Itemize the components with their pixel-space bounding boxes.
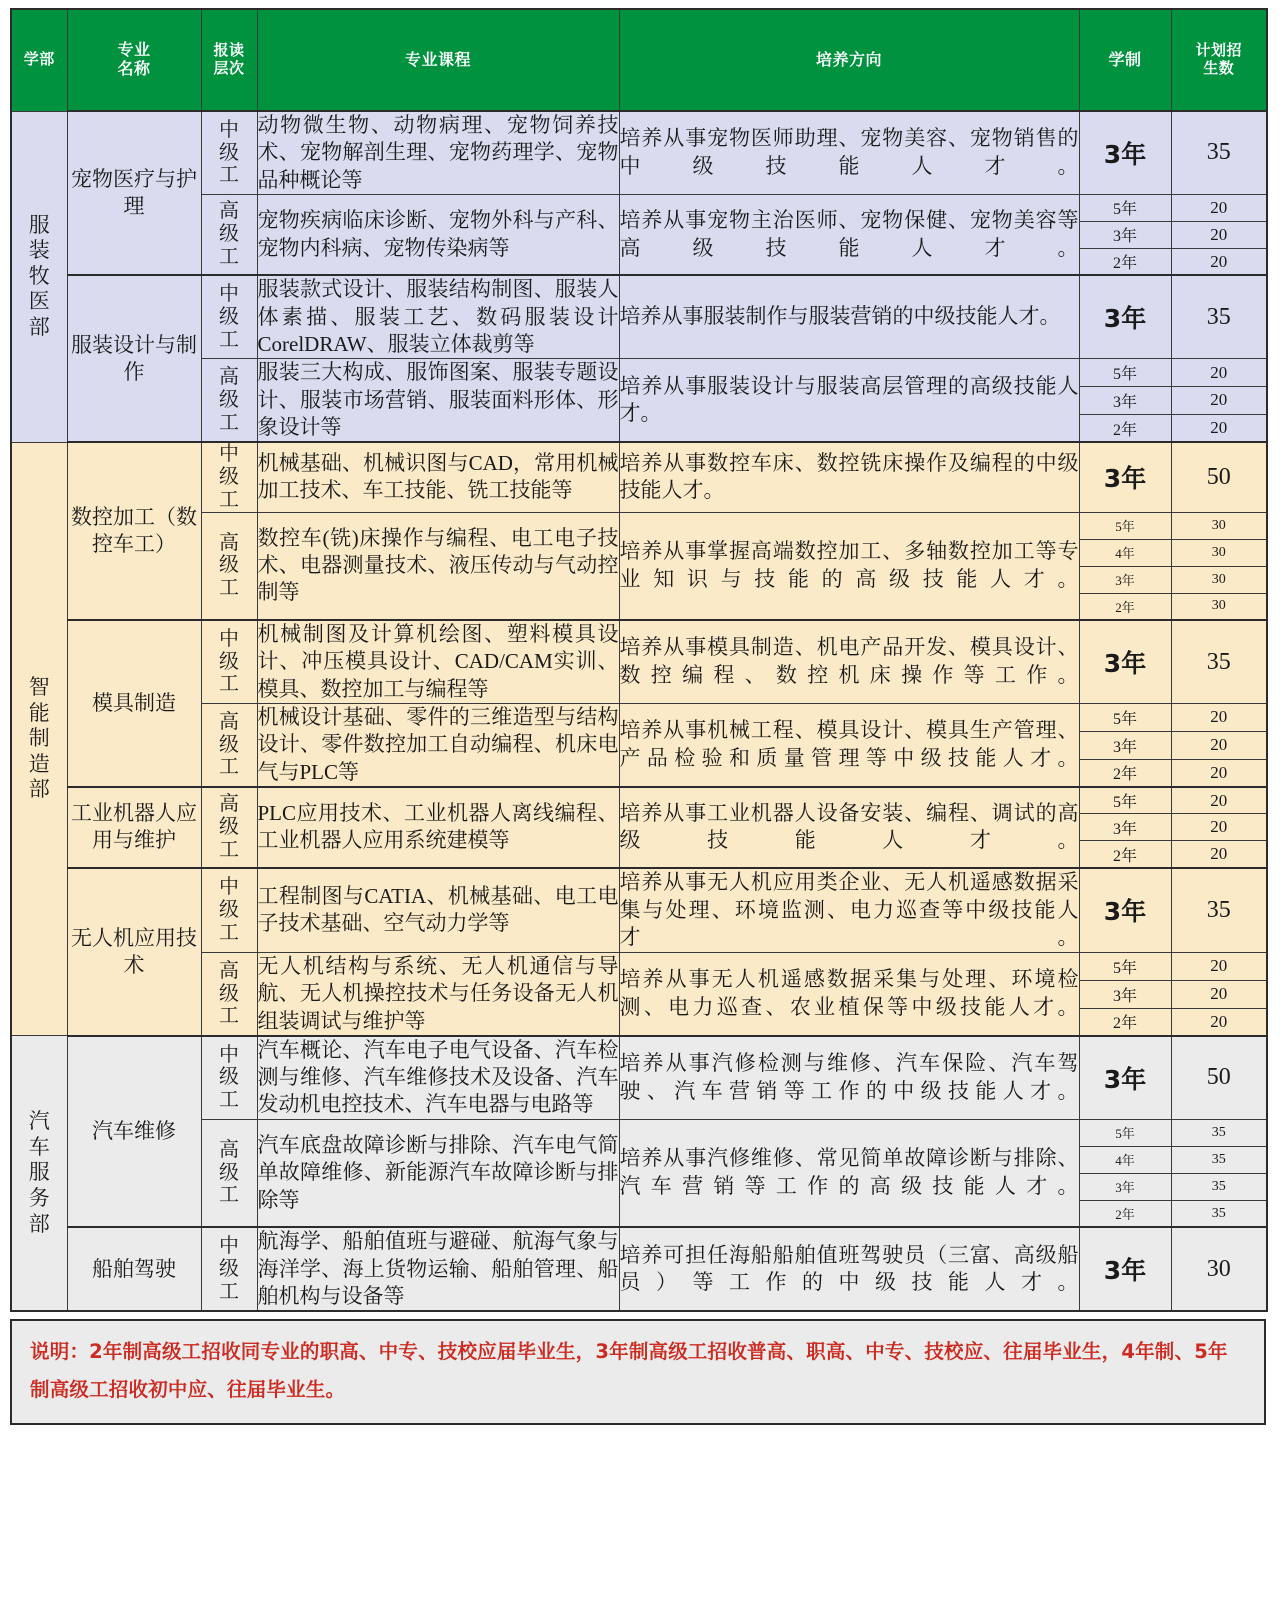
department-cell: 汽 车 服 务 部: [11, 1036, 67, 1311]
direction-cell: 培养可担任海船船舶值班驾驶员（三富、高级船员）等工作的中级技能人才。: [619, 1227, 1079, 1311]
years-cell: 4年: [1079, 1146, 1171, 1173]
table-row: [11, 275, 1267, 358]
years-cell: 5年: [1079, 512, 1171, 539]
direction-cell: 培养从事无人机应用类企业、无人机遥感数据采集与处理、环境监测、电力巡查等中级技能人才。: [619, 868, 1079, 953]
quota-cell: 20: [1171, 953, 1267, 981]
quota-cell: 35: [1171, 1146, 1267, 1173]
direction-cell: 培养从事模具制造、机电产品开发、模具设计、数控编程、数控机床操作等工作。: [619, 620, 1079, 703]
course-cell: 机械设计基础、零件的三维造型与结构设计、零件数控加工自动编程、机床电气与PLC等: [257, 703, 619, 786]
years-cell: 3年: [1079, 275, 1171, 358]
direction-cell: 培养从事服装制作与服装营销的中级技能人才。: [619, 275, 1079, 358]
header-quota-line1: 计划招: [1195, 41, 1242, 60]
direction-cell: 培养从事工业机器人设备安装、编程、调试的高级技能人才。: [619, 787, 1079, 868]
quota-cell: 20: [1171, 221, 1267, 248]
years-cell: 5年: [1079, 703, 1171, 731]
course-cell: 汽车底盘故障诊断与排除、汽车电气简单故障维修、新能源汽车故障诊断与排除等: [257, 1119, 619, 1227]
years-cell: 2年: [1079, 759, 1171, 787]
years-cell: 2年: [1079, 414, 1171, 442]
direction-cell: 培养从事服装设计与服装高层管理的高级技能人才。: [619, 359, 1079, 442]
major-cell: 工业机器人应用与维护: [67, 787, 201, 868]
major-cell: 汽车维修: [67, 1036, 201, 1227]
quota-cell: 35: [1171, 111, 1267, 194]
quota-cell: 35: [1171, 275, 1267, 358]
quota-cell: 35: [1171, 1119, 1267, 1146]
quota-cell: 35: [1171, 868, 1267, 953]
level-cell: 高 级 工: [201, 703, 257, 786]
years-cell: 3年: [1079, 868, 1171, 953]
years-cell: 2年: [1079, 248, 1171, 275]
direction-cell: 培养从事数控车床、数控铣床操作及编程的中级技能人才。: [619, 442, 1079, 512]
years-cell: 3年: [1079, 387, 1171, 415]
header-major: [67, 9, 201, 111]
years-cell: 3年: [1079, 1227, 1171, 1311]
years-cell: 3年: [1079, 566, 1171, 593]
level-cell: 高 级 工: [201, 1119, 257, 1227]
level-cell: 高 级 工: [201, 194, 257, 275]
years-cell: 3年: [1079, 221, 1171, 248]
quota-cell: 20: [1171, 980, 1267, 1008]
table-row: [11, 1036, 1267, 1119]
quota-cell: 20: [1171, 387, 1267, 415]
level-cell: 高 级 工: [201, 953, 257, 1036]
header-level: [201, 9, 257, 111]
course-cell: 服装三大构成、服饰图案、服装专题设计、服装市场营销、服装面料形体、形象设计等: [257, 359, 619, 442]
course-cell: 动物微生物、动物病理、宠物饲养技术、宠物解剖生理、宠物药理学、宠物品种概论等: [257, 111, 619, 194]
level-cell: 高 级 工: [201, 359, 257, 442]
course-cell: 机械基础、机械识图与CAD，常用机械加工技术、车工技能、铣工技能等: [257, 442, 619, 512]
years-cell: 2年: [1079, 593, 1171, 620]
level-cell: 中 级 工: [201, 442, 257, 512]
years-cell: 5年: [1079, 359, 1171, 387]
course-cell: PLC应用技术、工业机器人离线编程、工业机器人应用系统建模等: [257, 787, 619, 868]
level-cell: 中 级 工: [201, 1036, 257, 1119]
years-cell: 3年: [1079, 814, 1171, 841]
header-major-line2: 名称: [117, 59, 151, 78]
header-level-line1: 报读: [213, 41, 245, 60]
level-cell: 中 级 工: [201, 111, 257, 194]
quota-cell: 30: [1171, 512, 1267, 539]
years-cell: 2年: [1079, 841, 1171, 868]
quota-cell: 20: [1171, 194, 1267, 221]
header-department: 学部: [11, 9, 67, 111]
major-cell: 无人机应用技术: [67, 868, 201, 1036]
level-cell: 中 级 工: [201, 868, 257, 953]
course-cell: 服装款式设计、服装结构制图、服装人体素描、服装工艺、数码服装设计CorelDRAW、服装立体裁剪等: [257, 275, 619, 358]
major-cell: 船舶驾驶: [67, 1227, 201, 1311]
quota-cell: 20: [1171, 703, 1267, 731]
quota-cell: 20: [1171, 359, 1267, 387]
table-row: [11, 111, 1267, 194]
years-cell: 4年: [1079, 539, 1171, 566]
direction-cell: 培养从事掌握高端数控加工、多轴数控加工等专业知识与技能的高级技能人才。: [619, 512, 1079, 620]
years-cell: 5年: [1079, 194, 1171, 221]
table-body: [11, 111, 1267, 1311]
years-cell: 3年: [1079, 620, 1171, 703]
direction-cell: 培养从事汽修维修、常见简单故障诊断与排除、汽车营销等工作的高级技能人才。: [619, 1119, 1079, 1227]
quota-cell: 30: [1171, 539, 1267, 566]
header-level-line2: 层次: [213, 59, 245, 77]
years-cell: 3年: [1079, 731, 1171, 759]
years-cell: 3年: [1079, 111, 1171, 194]
quota-cell: 30: [1171, 1227, 1267, 1311]
course-cell: 机械制图及计算机绘图、塑料模具设计、冲压模具设计、CAD/CAM实训、模具、数控加工与编程等: [257, 620, 619, 703]
level-cell: 高 级 工: [201, 512, 257, 620]
course-cell: 航海学、船舶值班与避碰、航海气象与海洋学、海上货物运输、船舶管理、船舶机构与设备等: [257, 1227, 619, 1311]
footnote: 说明：2年制高级工招收同专业的职高、中专、技校应届毕业生，3年制高级工招收普高、职高、中专、技校应、往届毕业生，4年制、5年制高级工招收初中应、往届毕业生。: [10, 1319, 1266, 1425]
department-cell: 智 能 制 造 部: [11, 442, 67, 1036]
table-header: [11, 9, 1267, 111]
course-cell: 宠物疾病临床诊断、宠物外科与产科、宠物内科病、宠物传染病等: [257, 194, 619, 275]
level-cell: 高 级 工: [201, 787, 257, 868]
quota-cell: 35: [1171, 1173, 1267, 1200]
quota-cell: 50: [1171, 1036, 1267, 1119]
quota-cell: 20: [1171, 1008, 1267, 1036]
major-cell: 数控加工（数控车工）: [67, 442, 201, 620]
years-cell: 2年: [1079, 1200, 1171, 1227]
direction-cell: 培养从事汽修检测与维修、汽车保险、汽车驾驶、汽车营销等工作的中级技能人才。: [619, 1036, 1079, 1119]
major-cell: 宠物医疗与护理: [67, 111, 201, 275]
quota-cell: 50: [1171, 442, 1267, 512]
quota-cell: 20: [1171, 731, 1267, 759]
years-cell: 5年: [1079, 787, 1171, 814]
years-cell: 3年: [1079, 1036, 1171, 1119]
course-cell: 数控车(铣)床操作与编程、电工电子技术、电器测量技术、液压传动与气动控制等: [257, 512, 619, 620]
header-quota-line2: 生数: [1203, 59, 1235, 77]
major-cell: 服装设计与制作: [67, 275, 201, 442]
quota-cell: 20: [1171, 787, 1267, 814]
program-table: [10, 8, 1268, 1312]
quota-cell: 20: [1171, 841, 1267, 868]
table-row: [11, 442, 1267, 512]
quota-cell: 20: [1171, 414, 1267, 442]
major-cell: 模具制造: [67, 620, 201, 787]
quota-cell: 20: [1171, 248, 1267, 275]
header-years: 学制: [1079, 9, 1171, 111]
course-cell: 汽车概论、汽车电子电气设备、汽车检测与维修、汽车维修技术及设备、汽车发动机电控技术、汽车电器与电路等: [257, 1036, 619, 1119]
department-cell: 服 装 牧 医 部: [11, 111, 67, 442]
level-cell: 中 级 工: [201, 620, 257, 703]
level-cell: 中 级 工: [201, 275, 257, 358]
years-cell: 5年: [1079, 1119, 1171, 1146]
years-cell: 3年: [1079, 1173, 1171, 1200]
table-row: [11, 868, 1267, 953]
direction-cell: 培养从事宠物医师助理、宠物美容、宠物销售的中级技能人才。: [619, 111, 1079, 194]
level-cell: 中 级 工: [201, 1227, 257, 1311]
quota-cell: 20: [1171, 759, 1267, 787]
header-course: 专业课程: [257, 9, 619, 111]
header-major-line1: 专业: [117, 40, 151, 60]
years-cell: 5年: [1079, 953, 1171, 981]
quota-cell: 30: [1171, 566, 1267, 593]
header-quota: [1171, 9, 1267, 111]
table-row: [11, 620, 1267, 703]
header-direction: 培养方向: [619, 9, 1079, 111]
course-cell: 无人机结构与系统、无人机通信与导航、无人机操控技术与任务设备无人机组装调试与维护等: [257, 953, 619, 1036]
table-row: [11, 1227, 1267, 1311]
years-cell: 3年: [1079, 980, 1171, 1008]
quota-cell: 35: [1171, 1200, 1267, 1227]
quota-cell: 30: [1171, 593, 1267, 620]
quota-cell: 20: [1171, 814, 1267, 841]
direction-cell: 培养从事机械工程、模具设计、模具生产管理、产品检验和质量管理等中级技能人才。: [619, 703, 1079, 786]
course-cell: 工程制图与CATIA、机械基础、电工电子技术基础、空气动力学等: [257, 868, 619, 953]
direction-cell: 培养从事无人机遥感数据采集与处理、环境检测、电力巡查、农业植保等中级技能人才。: [619, 953, 1079, 1036]
years-cell: 3年: [1079, 442, 1171, 512]
table-row: [11, 787, 1267, 814]
direction-cell: 培养从事宠物主治医师、宠物保健、宠物美容等高级技能人才。: [619, 194, 1079, 275]
years-cell: 2年: [1079, 1008, 1171, 1036]
quota-cell: 35: [1171, 620, 1267, 703]
